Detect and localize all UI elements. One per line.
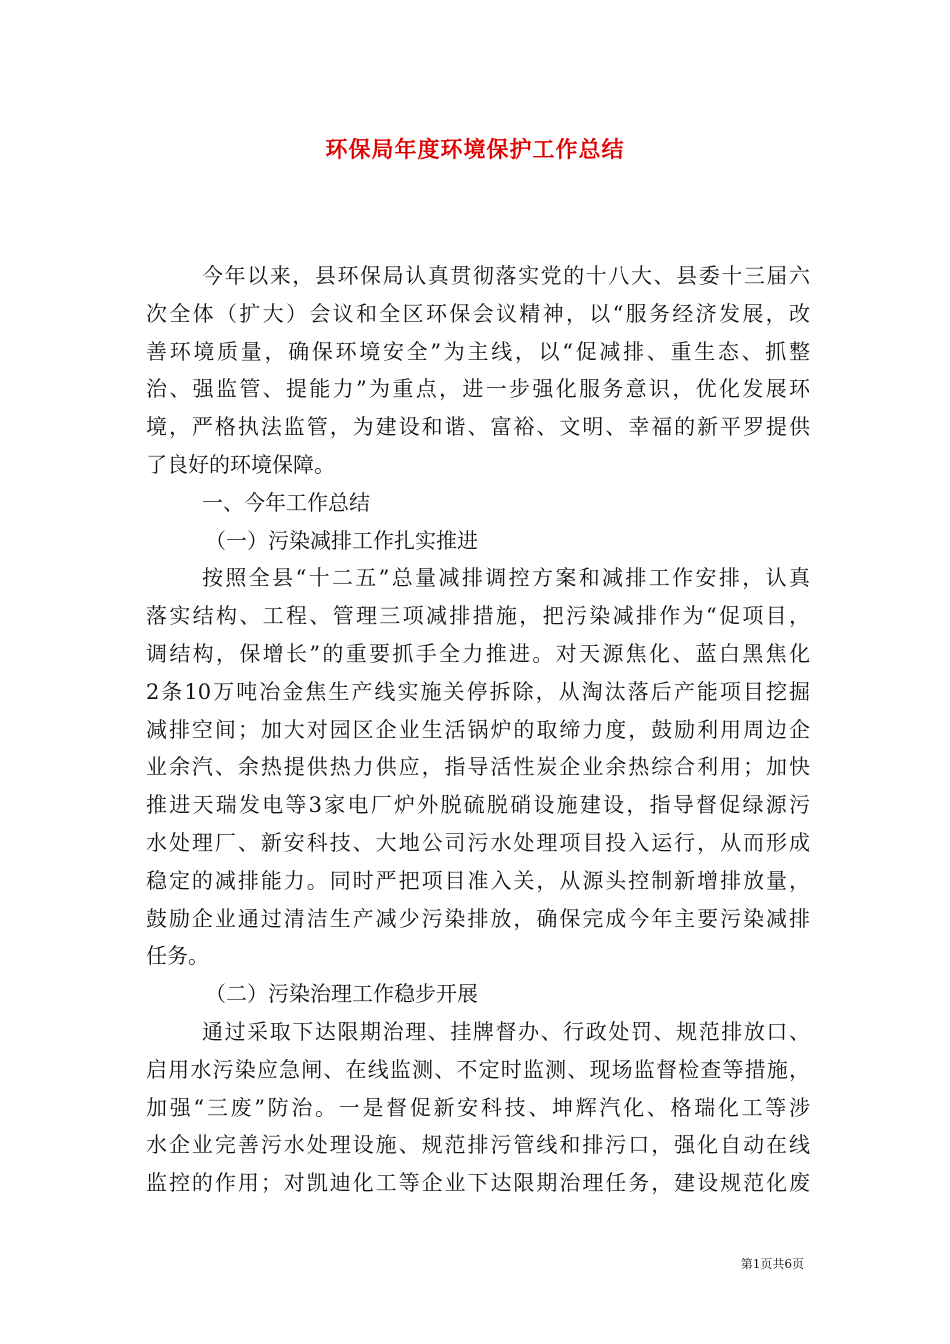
text-line: 调结构，保增长”的重要抓手全力推进。对天源焦化、蓝白黑焦化 <box>146 641 810 666</box>
text-line: 推进天瑞发电等3家电厂炉外脱硫脱硝设施建设，指导督促绿源污 <box>146 793 810 818</box>
text-line: 治、强监管、提能力”为重点，进一步强化服务意识，优化发展环 <box>146 377 810 402</box>
text-line: 按照全县“十二五”总量减排调控方案和减排工作安排，认真 <box>202 566 810 591</box>
subsection-heading: （一）污染减排工作扎实推进 <box>205 528 478 553</box>
text-line: 善环境质量，确保环境安全”为主线，以“促减排、重生态、抓整 <box>146 339 810 364</box>
text-line: 落实结构、工程、管理三项减排措施，把污染减排作为“促项目， <box>146 604 810 629</box>
section-heading: 一、今年工作总结 <box>202 490 370 515</box>
text-line: 了良好的环境保障。 <box>146 452 335 477</box>
subsection-heading: （二）污染治理工作稳步开展 <box>205 982 478 1007</box>
text-line: 水企业完善污水处理设施、规范排污管线和排污口，强化自动在线 <box>146 1133 810 1158</box>
text-line: 减排空间；加大对园区企业生活锅炉的取缔力度，鼓励利用周边企 <box>146 717 810 742</box>
text-line: 次全体（扩大）会议和全区环保会议精神，以“服务经济发展，改 <box>146 301 810 326</box>
document-body <box>146 258 810 1203</box>
text-line: 2条10万吨冶金焦生产线实施关停拆除，从淘汰落后产能项目挖掘 <box>146 679 810 704</box>
page-title: 环保局年度环境保护工作总结 <box>325 137 625 163</box>
text-line: 水处理厂、新安科技、大地公司污水处理项目投入运行，从而形成 <box>146 830 810 855</box>
text-line: 启用水污染应急闸、在线监测、不定时监测、现场监督检查等措施， <box>146 1057 810 1082</box>
text-line: 业余汽、余热提供热力供应，指导活性炭企业余热综合利用；加快 <box>146 755 810 780</box>
text-line: 今年以来，县环保局认真贯彻落实党的十八大、县委十三届六 <box>202 264 810 288</box>
page-number: 第1页共6页 <box>740 1257 804 1271</box>
text-line: 任务。 <box>146 944 209 969</box>
text-line: 监控的作用；对凯迪化工等企业下达限期治理任务，建设规范化废 <box>146 1171 810 1196</box>
text-line: 加强“三废”防治。一是督促新安科技、坤辉汽化、格瑞化工等涉 <box>146 1095 810 1120</box>
text-line: 通过采取下达限期治理、挂牌督办、行政处罚、规范排放口、 <box>202 1019 810 1044</box>
text-line: 鼓励企业通过清洁生产减少污染排放，确保完成今年主要污染减排 <box>146 906 810 931</box>
text-line: 稳定的减排能力。同时严把项目准入关，从源头控制新增排放量， <box>146 868 810 893</box>
text-line: 境，严格执法监管，为建设和谐、富裕、文明、幸福的新平罗提供 <box>146 415 810 440</box>
